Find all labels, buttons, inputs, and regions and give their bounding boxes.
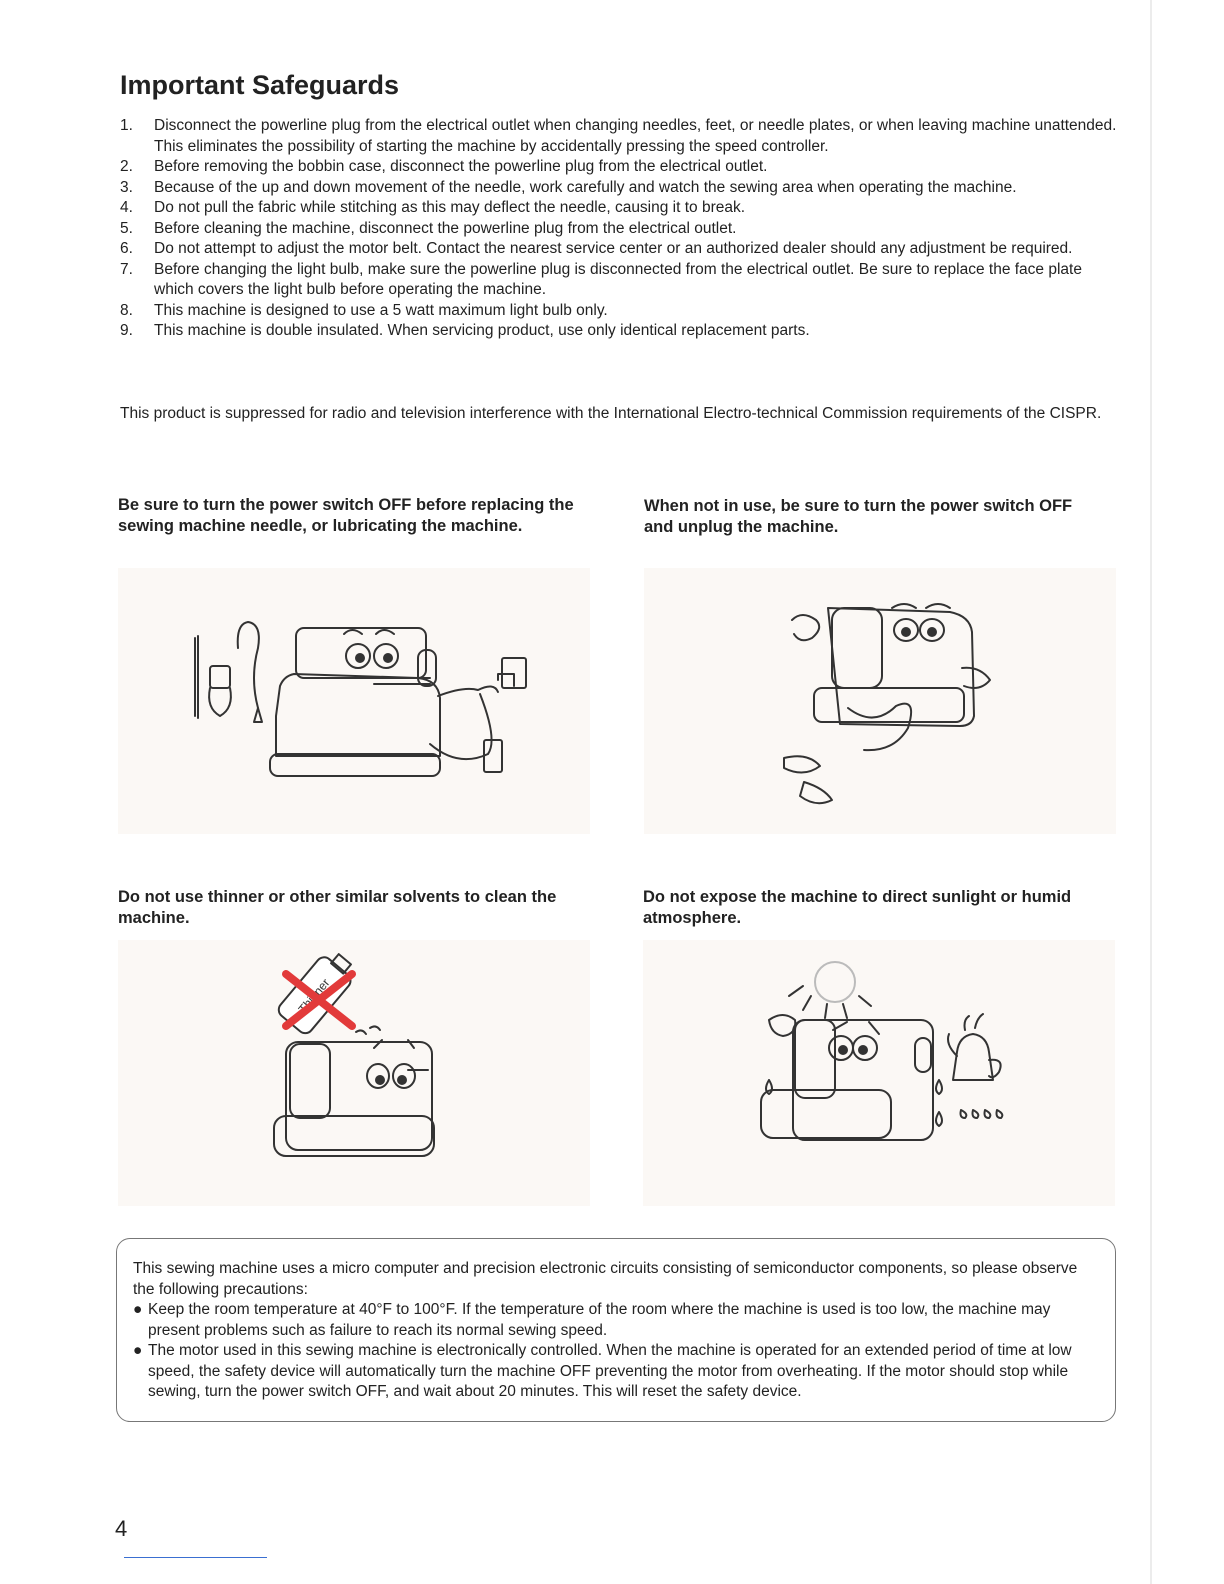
page-edge-shadow <box>1150 0 1152 1584</box>
safeguard-item <box>120 301 1120 322</box>
hand <box>438 686 498 696</box>
illustration-power-off <box>118 568 590 834</box>
bullet-dot-icon: ● <box>133 1301 143 1318</box>
bullet-dot-icon: ● <box>133 1342 143 1359</box>
page-number: 4 <box>115 1516 128 1541</box>
safeguards-list <box>120 116 1120 342</box>
item-text: Before removing the bobbin case, disconnect the powerline plug from the electrical outlet. <box>154 158 768 175</box>
item-text: This machine is double insulated. When servicing product, use only identical replacement parts. <box>154 322 810 339</box>
item-number: 4. <box>120 199 133 216</box>
safeguard-item <box>120 321 1120 342</box>
safeguard-item <box>120 260 1120 301</box>
item-number: 2. <box>120 158 133 175</box>
foot <box>784 756 820 772</box>
notice-bullet <box>133 1341 1099 1403</box>
illustration-no-thinner <box>118 940 590 1206</box>
notice-bullet-text: Keep the room temperature at 40°F to 100°F. If the temperature of the room where the machine is used is too low, the machine may present problems such as failure to reach its normal sewing speed. <box>148 1301 1051 1339</box>
item-number: 3. <box>120 178 133 196</box>
item-text: This machine is designed to use a 5 watt maximum light bulb only. <box>154 301 608 319</box>
safeguard-item <box>120 219 1120 240</box>
safeguard-item <box>120 178 1120 199</box>
item-number: 5. <box>120 219 133 237</box>
item-text: Do not pull the fabric while stitching as this may deflect the needle, causing it to break. <box>154 199 746 216</box>
leg <box>848 704 911 751</box>
hand-right <box>962 668 990 688</box>
item-number: 6. <box>120 240 133 257</box>
page-title: Important Safeguards <box>120 70 400 100</box>
notice-bullet-text: The motor used in this sewing machine is electronically controlled. When the machine is operated for an extended period of time at low speed, the safety device will automatically turn the machine OFF preventing the motor from overheating. If the motor should stop while sewing, turn the power switch OFF, and wait about 20 minutes. This will reset the safety device. <box>148 1342 1072 1400</box>
notice-bullets <box>133 1300 1099 1403</box>
hand-left <box>792 615 819 640</box>
item-text: Do not attempt to adjust the motor belt. Contact the nearest service center or an authorized dealer should any adjustment be required. <box>154 240 1073 257</box>
kettle-icon <box>953 1034 993 1080</box>
machine-body <box>276 674 440 756</box>
caption-power-off: Be sure to turn the power switch OFF before replacing the sewing machine needle, or lubricating the machine. <box>118 496 574 535</box>
bulb-icon <box>210 666 230 688</box>
item-number: 8. <box>120 301 133 319</box>
footer-rule <box>124 1557 267 1558</box>
illustration-no-sunlight <box>643 940 1115 1206</box>
item-number: 7. <box>120 260 133 278</box>
microcomputer-notice <box>116 1238 1116 1422</box>
sun-icon <box>815 962 855 1002</box>
thinner-label: Thinner <box>295 975 333 1017</box>
hand <box>769 1015 795 1036</box>
machine-body <box>286 1042 432 1150</box>
item-text: Disconnect the powerline plug from the electrical outlet when changing needles, feet, or needle plates, or when leaving machine unattended. This eliminates the possibility of starting the machine by accidentally pressing the speed controller. <box>154 117 1117 155</box>
item-number: 9. <box>120 322 133 339</box>
cispr-note: This product is suppressed for radio and television interference with the International Electro-technical Commission requirements of the CISPR. <box>120 405 1102 422</box>
plug-icon <box>498 674 514 686</box>
caption-no-thinner: Do not use thinner or other similar solvents to clean the machine. <box>118 888 557 927</box>
notice-intro: This sewing machine uses a micro computer and precision electronic circuits consisting of semiconductor components, so please observe the following precautions: <box>133 1260 1078 1298</box>
item-text: Because of the up and down movement of the needle, work carefully and watch the sewing area when operating the machine. <box>154 178 1017 196</box>
machine-body <box>793 1020 933 1140</box>
sweat-drop <box>766 1080 772 1094</box>
safeguard-item <box>120 116 1120 157</box>
item-number: 1. <box>120 117 133 134</box>
caption-unplug: When not in use, be sure to turn the power switch OFF and unplug the machine. <box>644 497 1073 536</box>
safeguard-item <box>120 198 1120 219</box>
item-text: Before changing the light bulb, make sure the powerline plug is disconnected from the electrical outlet. Be sure to replace the face plate which covers the light bulb before operating the machine. <box>154 260 1082 298</box>
notice-bullet <box>133 1300 1099 1341</box>
oiler-icon <box>238 622 259 708</box>
illustration-unplug <box>644 568 1116 834</box>
safeguard-item <box>120 157 1120 178</box>
caption-no-sunlight: Do not expose the machine to direct sunlight or humid atmosphere. <box>643 888 1072 927</box>
safeguard-item <box>120 239 1120 260</box>
item-text: Before cleaning the machine, disconnect the powerline plug from the electrical outlet. <box>154 219 737 237</box>
